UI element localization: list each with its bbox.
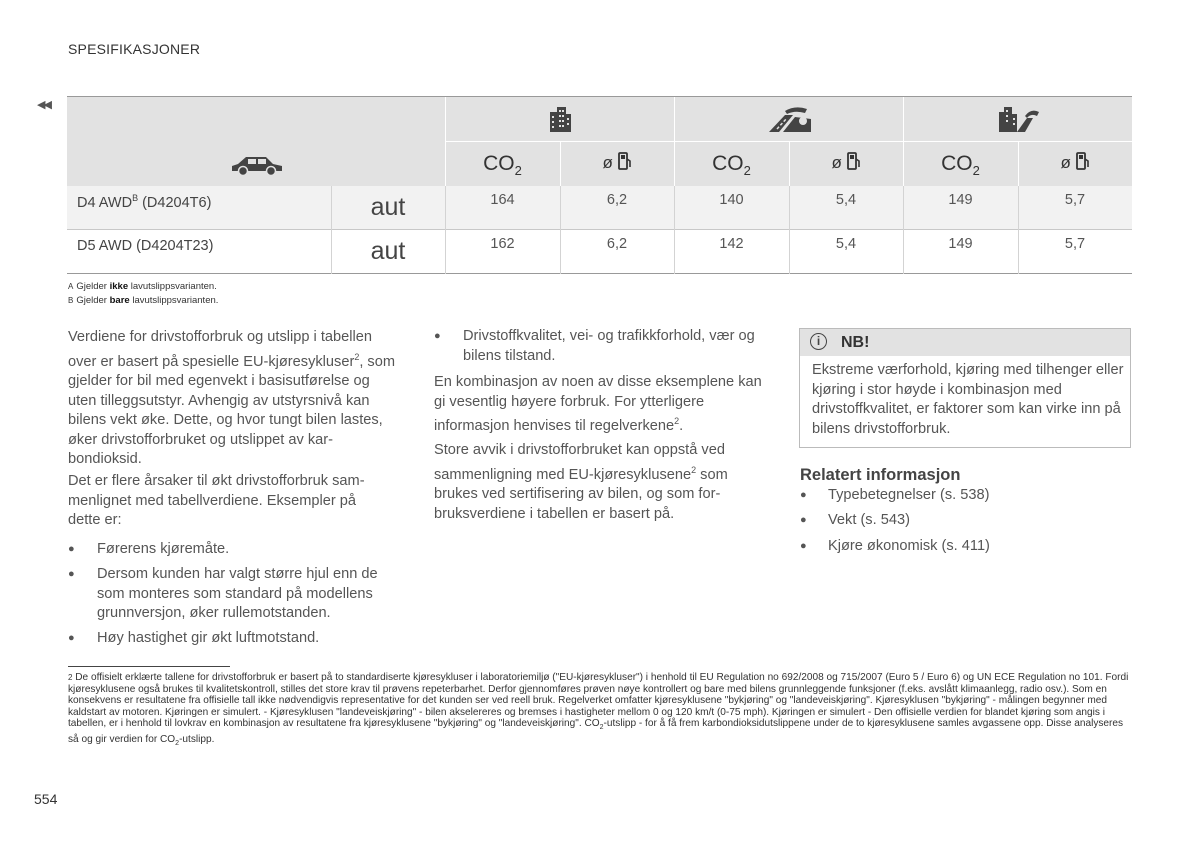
consumption-table [67,96,1132,274]
related-link[interactable]: ● Kjøre økonomisk (s. 411) [800,538,990,554]
back-arrows-icon[interactable]: ◀◀ [37,99,50,111]
co2-header-highway: $CO_2$ [712,152,751,179]
table-cell: 149 [948,236,973,252]
table-cell: 5,7 [1064,236,1086,252]
list-item: ● Drivstoffkvalitet, vei- og trafikkforhold, vær og bilens tilstand. [434,328,755,364]
footnote: 2 De offisielt erklærte tallene for drivstofforbruk er basert på to standardiserte kjøresykluser i laboratoriemiljø ("EU-kjøresykluser") i henhold til EU Regulation no 692/2008 og 715/2007 (Euro 5 / Euro 6) og UN ECE Regulation no 101. Fordi kjøresyklusene også brukes til kvalitetskontroll, stilles det store krav til prøvens repeterbarhet. Derfor gjennomføres prøven nøye kontrollert og bare med bilens grunnleggende funksjoner (f.eks. avslått klimaanlegg, radio osv.). Som en konsekvens er resultatene fra offisielle tall ikke nødvendigvis representative for det kunden ser ved reell bruk. Regelverket omfatter kjøresyklusene "bykjøring" og "landeveiskjøring". Kjøresyklusen "bykjøring" - målingen begynner med kaldstart av motoren. Kjøringen er simulert. - Kjøresyklusen "landeveiskjøring" - bilen akselereres og bremses i hastigheter mellom 0 og 120 km/t (0-75 mph). Kjøringen er simulert - Den offisielle verdien for blandet kjøring som angis i tabellen, er i henhold til lovkrav en kombinasjon av resultatene fra kjøresyklusene "bykjøring" og "landeveiskjøring". $CO_2$-utslipp - for å få frem karbondioksidutslippene under de to kjøresyklusene samles avgassene opp. Disse analyseres så og gir verdien for $CO_2$-utslipp. [68,672,1129,747]
fuel-pump-icon [847,152,861,170]
info-icon: i [810,333,827,350]
list-item: ● Høy hastighet gir økt luftmotstand. [68,630,320,646]
note-body: Ekstreme værforhold, kjøring med tilhenger eller kjøring i stor høyde i kombinasjon med drivstoffkvalitet, er faktorer som kan virke inn på bilens drivstofforbruk. [812,362,1124,437]
table-note-a: A Gjelder ikke lavutslippsvarianten. [68,281,217,292]
table-cell: 140 [719,192,744,208]
fuel-header-mixed: ø [1018,152,1132,173]
related-link[interactable]: ● Typebetegnelser (s. 538) [800,487,990,503]
highway-driving-icon [769,105,811,133]
deviation-paragraph: Store avvik i drivstofforbruket kan oppstå ved sammenligning med EU-kjøresyklusene$^2$ som brukes ved sertifisering av bilen, og som forbruksverdiene i tabellen er basert på. [434,442,728,522]
table-cell: 6,2 [606,236,628,252]
table-cell: 164 [490,192,515,208]
related-info-title: Relatert informasjon [800,466,961,484]
co2-header-mixed: $CO_2$ [941,152,980,179]
table-row-transmission: aut [370,193,406,221]
fuel-pump-icon [618,152,632,170]
page-header-title: SPESIFIKASJONER [68,41,201,57]
table-row-model: D4 $AWD^B$ (D4204T6) [77,193,212,211]
footnote-divider [68,666,230,667]
list-item: ● Dersom kunden har valgt større hjul enn de som monteres som standard på modellens grunnversjon, øker rullemotstanden. [68,566,378,622]
table-cell: 6,2 [606,192,628,208]
co2-header-city: $CO_2$ [483,152,522,179]
table-cell: 5,4 [835,236,857,252]
note-title: NB! [841,334,870,351]
causes-paragraph: Det er flere årsaker til økt drivstofforbruk sammenlignet med tabellverdiene. Eksempler på dette er: [68,473,365,529]
table-row-model: D5 AWD (D4204T23) [77,237,214,254]
fuel-header-highway: ø [789,152,903,173]
note-box [799,328,1131,448]
table-cell: 5,4 [835,192,857,208]
list-item: ● Førerens kjøremåte. [68,541,230,557]
table-cell: 149 [948,192,973,208]
intro-paragraph: Verdiene for drivstofforbruk og utslipp i tabellen over er basert på spesielle EU-kjøresykluser$^2$, som gjelder for bil med egenvekt i basisutførelse og uten tilleggsutstyr. Avhengig av utstyrsnivå kan bilens vekt øke. Dette, og hvor tungt bilen lastes, øker drivstofforbruket og utslippet av karbondioksid. [68,329,396,468]
fuel-header-city: ø [560,152,674,173]
car-icon [230,154,284,176]
table-note-b: B Gjelder bare lavutslippsvarianten. [68,295,219,306]
table-cell: 162 [490,236,515,252]
table-cell: 142 [719,236,744,252]
related-link[interactable]: ● Vekt (s. 543) [800,512,910,528]
mixed-driving-icon [999,106,1039,132]
table-row-transmission: aut [370,237,406,265]
city-driving-icon [548,106,572,132]
table-cell: 5,7 [1064,192,1086,208]
page-number: 554 [34,791,58,807]
fuel-pump-icon [1076,152,1090,170]
combination-paragraph: En kombinasjon av noen av disse eksemplene kan gi vesentlig høyere forbruk. For ytterligere informasjon henvises til regelverkene$^2$. [434,374,762,435]
